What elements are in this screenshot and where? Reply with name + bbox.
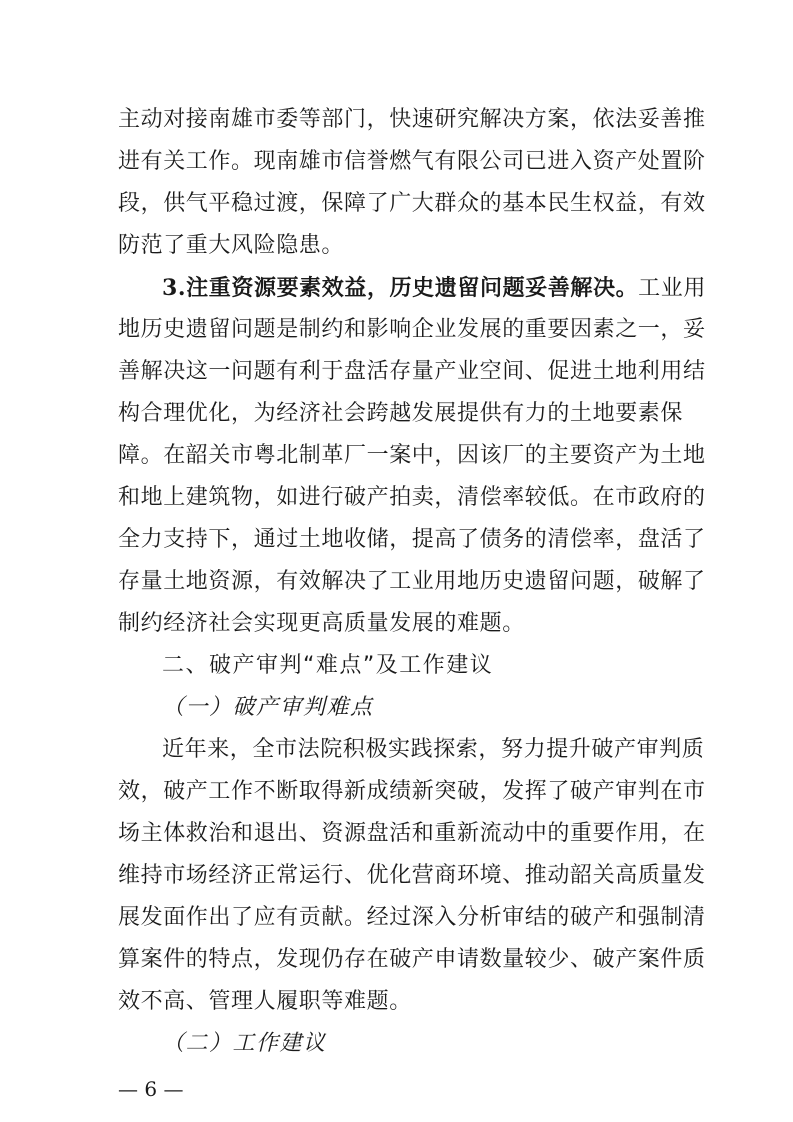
body-text-line: 构合理优化，为经济社会跨越发展提供有力的土地要素保 — [118, 401, 684, 426]
body-text-line: 防范了重大风险隐患。 — [118, 233, 345, 258]
body-text-line: 场主体救治和退出、资源盘活和重新流动中的重要作用，在 — [118, 821, 706, 846]
body-text-line: 进有关工作。现南雄市信誉燃气有限公司已进入资产处置阶 — [118, 149, 706, 174]
subsection-heading: （一）破产审判难点 — [162, 695, 374, 720]
section-3-lead-text: 工业用 — [638, 276, 706, 301]
body-text-line: 段，供气平稳过渡，保障了广大群众的基本民生权益，有效 — [118, 191, 706, 216]
body-text-line: 近年来，全市法院积极实践探索，努力提升破产审判质 — [162, 737, 705, 762]
body-text-line: 和地上建筑物，如进行破产拍卖，清偿率较低。在市政府的 — [118, 485, 706, 510]
page-number: — 6 — — [118, 1077, 184, 1101]
body-text-line: 存量土地资源，有效解决了工业用地历史遗留问题，破解了 — [118, 569, 706, 594]
body-text-line: 制约经济社会实现更高质量发展的难题。 — [118, 611, 525, 636]
body-text-line: 效不高、管理人履职等难题。 — [118, 989, 412, 1014]
body-text-line: 主动对接南雄市委等部门，快速研究解决方案，依法妥善推 — [118, 107, 706, 132]
body-text-line: 维持市场经济正常运行、优化营商环境、推动韶关高质量发 — [118, 863, 706, 888]
body-text-line: 地历史遗留问题是制约和影响企业发展的重要因素之一，妥 — [118, 317, 706, 342]
body-text-line: 效，破产工作不断取得新成绩新突破，发挥了破产审判在市 — [118, 779, 706, 804]
section-3-title: 3.注重资源要素效益，历史遗留问题妥善解决。 — [162, 275, 639, 301]
section-heading: 二、破产审判“难点”及工作建议 — [162, 653, 494, 678]
body-text-line: 算案件的特点，发现仍存在破产申请数量较少、破产案件质 — [118, 947, 706, 972]
body-text-line: 展发面作出了应有贡献。经过深入分析审结的破产和强制清 — [118, 905, 706, 930]
body-text-line: 全力支持下，通过土地收储，提高了债务的清偿率，盘活了 — [118, 527, 706, 552]
section-3-first-line — [162, 273, 706, 303]
body-text-line: 障。在韶关市粤北制革厂一案中，因该厂的主要资产为土地 — [118, 443, 706, 468]
subsection-heading: （二）工作建议 — [162, 1031, 327, 1056]
body-text-line: 善解决这一问题有利于盘活存量产业空间、促进土地利用结 — [118, 359, 706, 384]
